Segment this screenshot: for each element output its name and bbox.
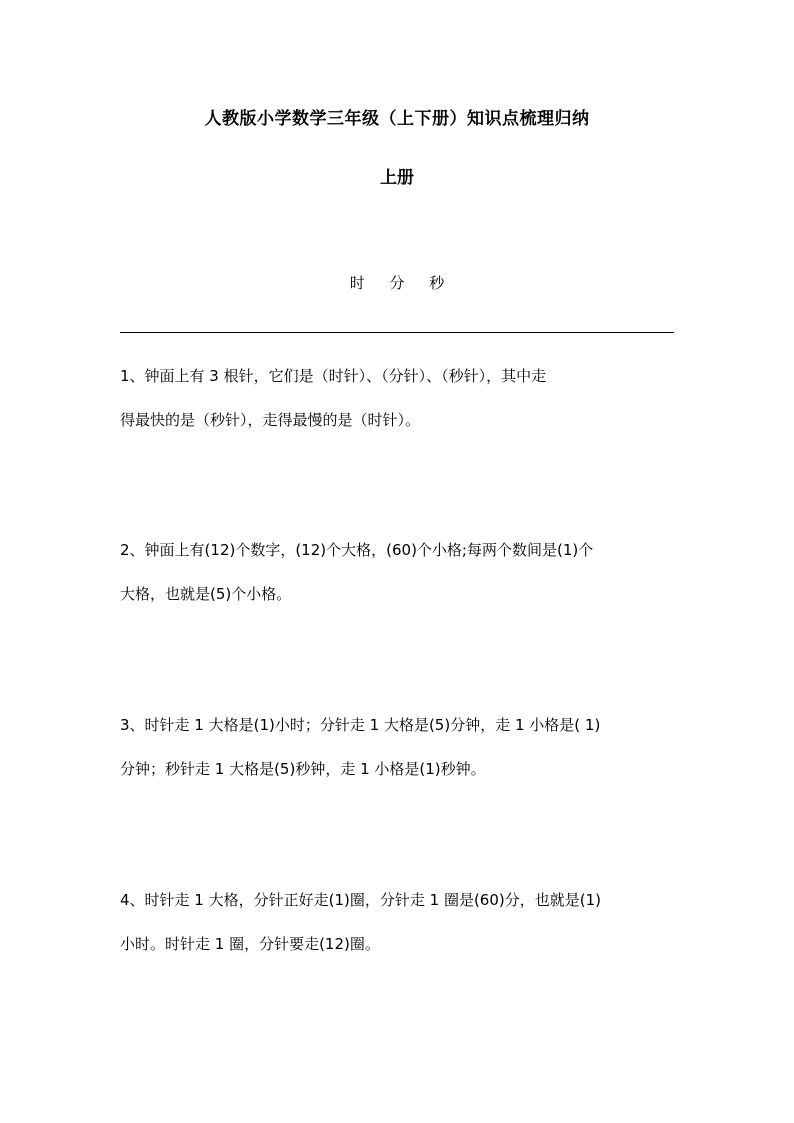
document-title: 人教版小学数学三年级（上下册）知识点梳理归纳	[204, 109, 590, 129]
paragraph-4-line-2: 小时。时针走 1 圈，分针要走(12)圈。	[120, 935, 380, 953]
paragraph-4-line-1: 4、时针走 1 大格，分针正好走(1)圈，分针走 1 圈是(60)分，也就是(1)	[120, 891, 601, 909]
paragraph-2	[120, 528, 680, 616]
paragraph-2-line-1: 2、钟面上有(12)个数字，(12)个大格，(60)个小格;每两个数间是(1)个	[120, 541, 594, 559]
section-heading	[0, 272, 794, 293]
document-subtitle: 上册	[380, 168, 414, 188]
paragraph-1	[120, 354, 680, 442]
paragraph-4	[120, 878, 680, 966]
paragraph-1-line-1: 1、钟面上有 3 根针，它们是（时针）、（分针）、（秒针），其中走	[120, 367, 547, 385]
paragraph-3	[120, 703, 680, 791]
section-heading-text: 时 分 秒	[349, 274, 455, 292]
paragraph-3-line-2: 分钟；秒针走 1 大格是(5)秒钟，走 1 小格是(1)秒钟。	[120, 760, 486, 778]
paragraph-1-line-2: 得最快的是（秒针），走得最慢的是（时针）。	[120, 411, 421, 429]
horizontal-divider	[120, 332, 674, 333]
paragraph-3-line-1: 3、时针走 1 大格是(1)小时；分针走 1 大格是(5)分钟，走 1 小格是( 1)	[120, 716, 601, 734]
paragraph-2-line-2: 大格，也就是(5)个小格。	[120, 585, 292, 603]
